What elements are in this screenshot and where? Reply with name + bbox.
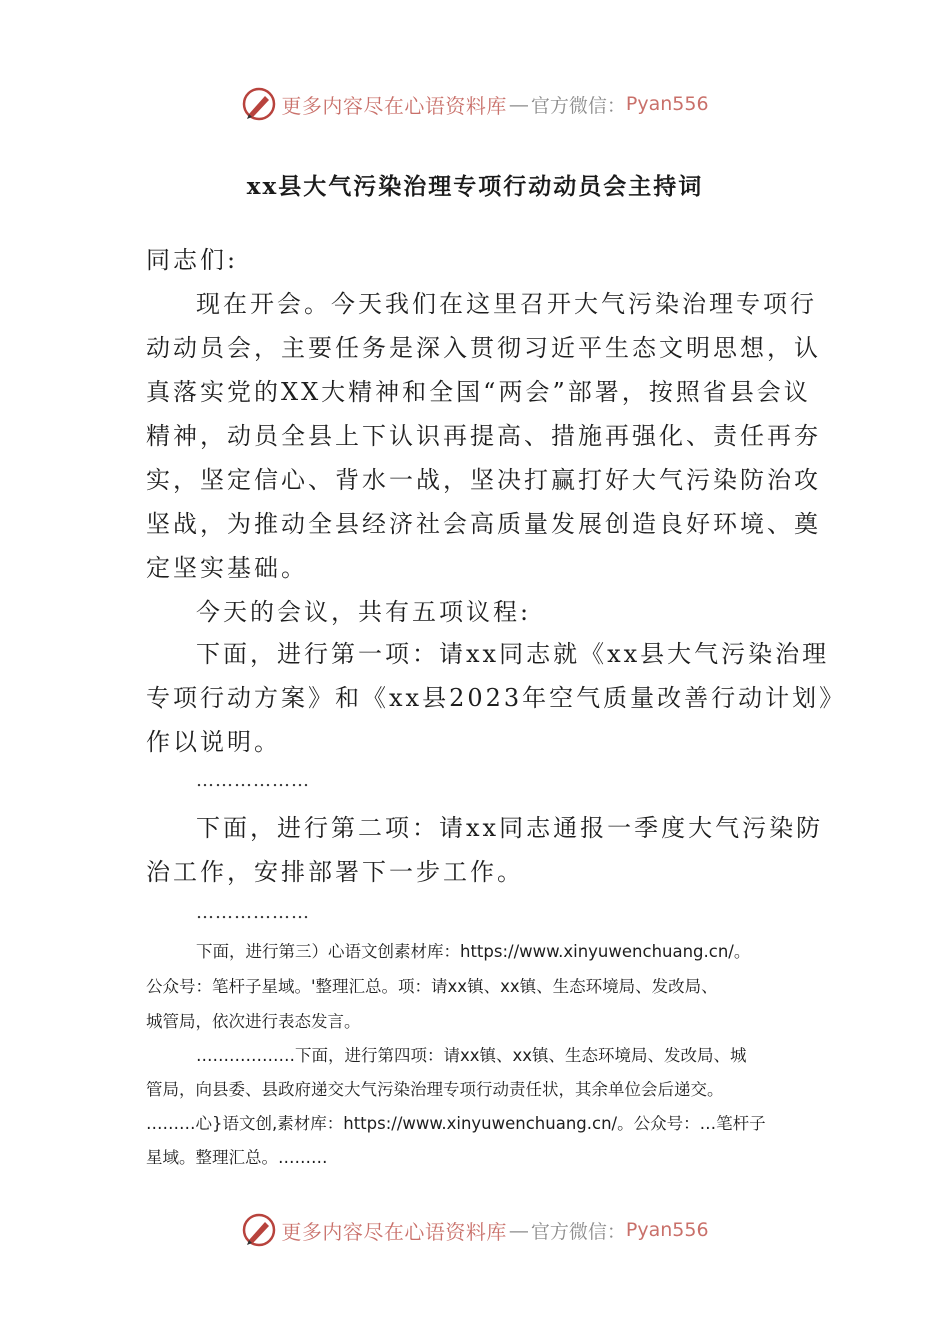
body-line: 下面，进行第二项：请xx同志通报一季度大气污染防 [196, 814, 824, 842]
small-line: ………………下面，进行第四项：请xx镇、xx镇、生态环境局、发改局、城 [196, 1046, 747, 1065]
body-line: 实，坚定信心、背水一战，坚决打赢打好大气污染防治攻 [146, 466, 821, 494]
body-line: 今天的会议，共有五项议程: [196, 598, 532, 626]
banner-text: 更多内容尽在心语资料库 [281, 1219, 507, 1244]
body-line: 坚战，为推动全县经济社会高质量发展创造良好环境、奠 [146, 510, 821, 538]
banner-wechat-label: 官方微信： [530, 94, 626, 117]
banner-wechat-label: 官方微信： [530, 1220, 626, 1243]
body-line: 下面，进行第一项：请xx同志就《xx县大气污染治理 [196, 640, 830, 668]
body-line: 定坚实基础。 [146, 554, 308, 582]
small-line: 星域。整理汇总。……… [146, 1148, 328, 1167]
small-line: 城管局，依次进行表态发言。 [146, 1012, 361, 1031]
pen-logo-icon [241, 1212, 277, 1248]
body-line: 精神，动员全县上下认识再提高、措施再强化、责任再夯 [146, 422, 821, 450]
bottom-banner [0, 1208, 950, 1252]
small-line: 管局，向县委、县政府递交大气污染治理专项行动责任状，其余单位会后递交。 [146, 1080, 724, 1099]
ellipsis-line: ……………… [196, 902, 310, 923]
body-line: 动动员会，主要任务是深入贯彻习近平生态文明思想，认 [146, 334, 821, 362]
ellipsis-line: ……………… [196, 770, 310, 791]
banner-wechat-id: Pyan556 [625, 1219, 709, 1241]
document-title: xx县大气污染治理专项行动动员会主持词 [246, 173, 704, 200]
banner-separator: — [508, 1218, 529, 1242]
body-line: 治工作，安排部署下一步工作。 [146, 858, 524, 886]
small-line: ………心}语文创,素材库：https://www.xinyuwenchuang.cn/。公众号：…笔杆子 [146, 1114, 766, 1133]
top-banner [0, 82, 950, 126]
body-line: 现在开会。今天我们在这里召开大气污染治理专项行 [196, 290, 817, 318]
body-line: 作以说明。 [146, 728, 281, 756]
small-line: 公众号：笔杆子星域。'整理汇总。项：请xx镇、xx镇、生态环境局、发改局、 [146, 977, 718, 996]
banner-wechat-id: Pyan556 [625, 93, 709, 115]
body-line: 专项行动方案》和《xx县2023年空气质量改善行动计划》 [146, 684, 847, 712]
pen-logo-icon [241, 86, 277, 122]
small-line: 下面，进行第三）心语文创素材库：https://www.xinyuwenchuang.cn/。 [196, 942, 751, 961]
banner-text: 更多内容尽在心语资料库 [281, 93, 507, 118]
salutation: 同志们: [146, 246, 239, 274]
banner-separator: — [508, 92, 529, 116]
body-line: 真落实党的XX大精神和全国“两会”部署，按照省县会议 [146, 378, 811, 406]
